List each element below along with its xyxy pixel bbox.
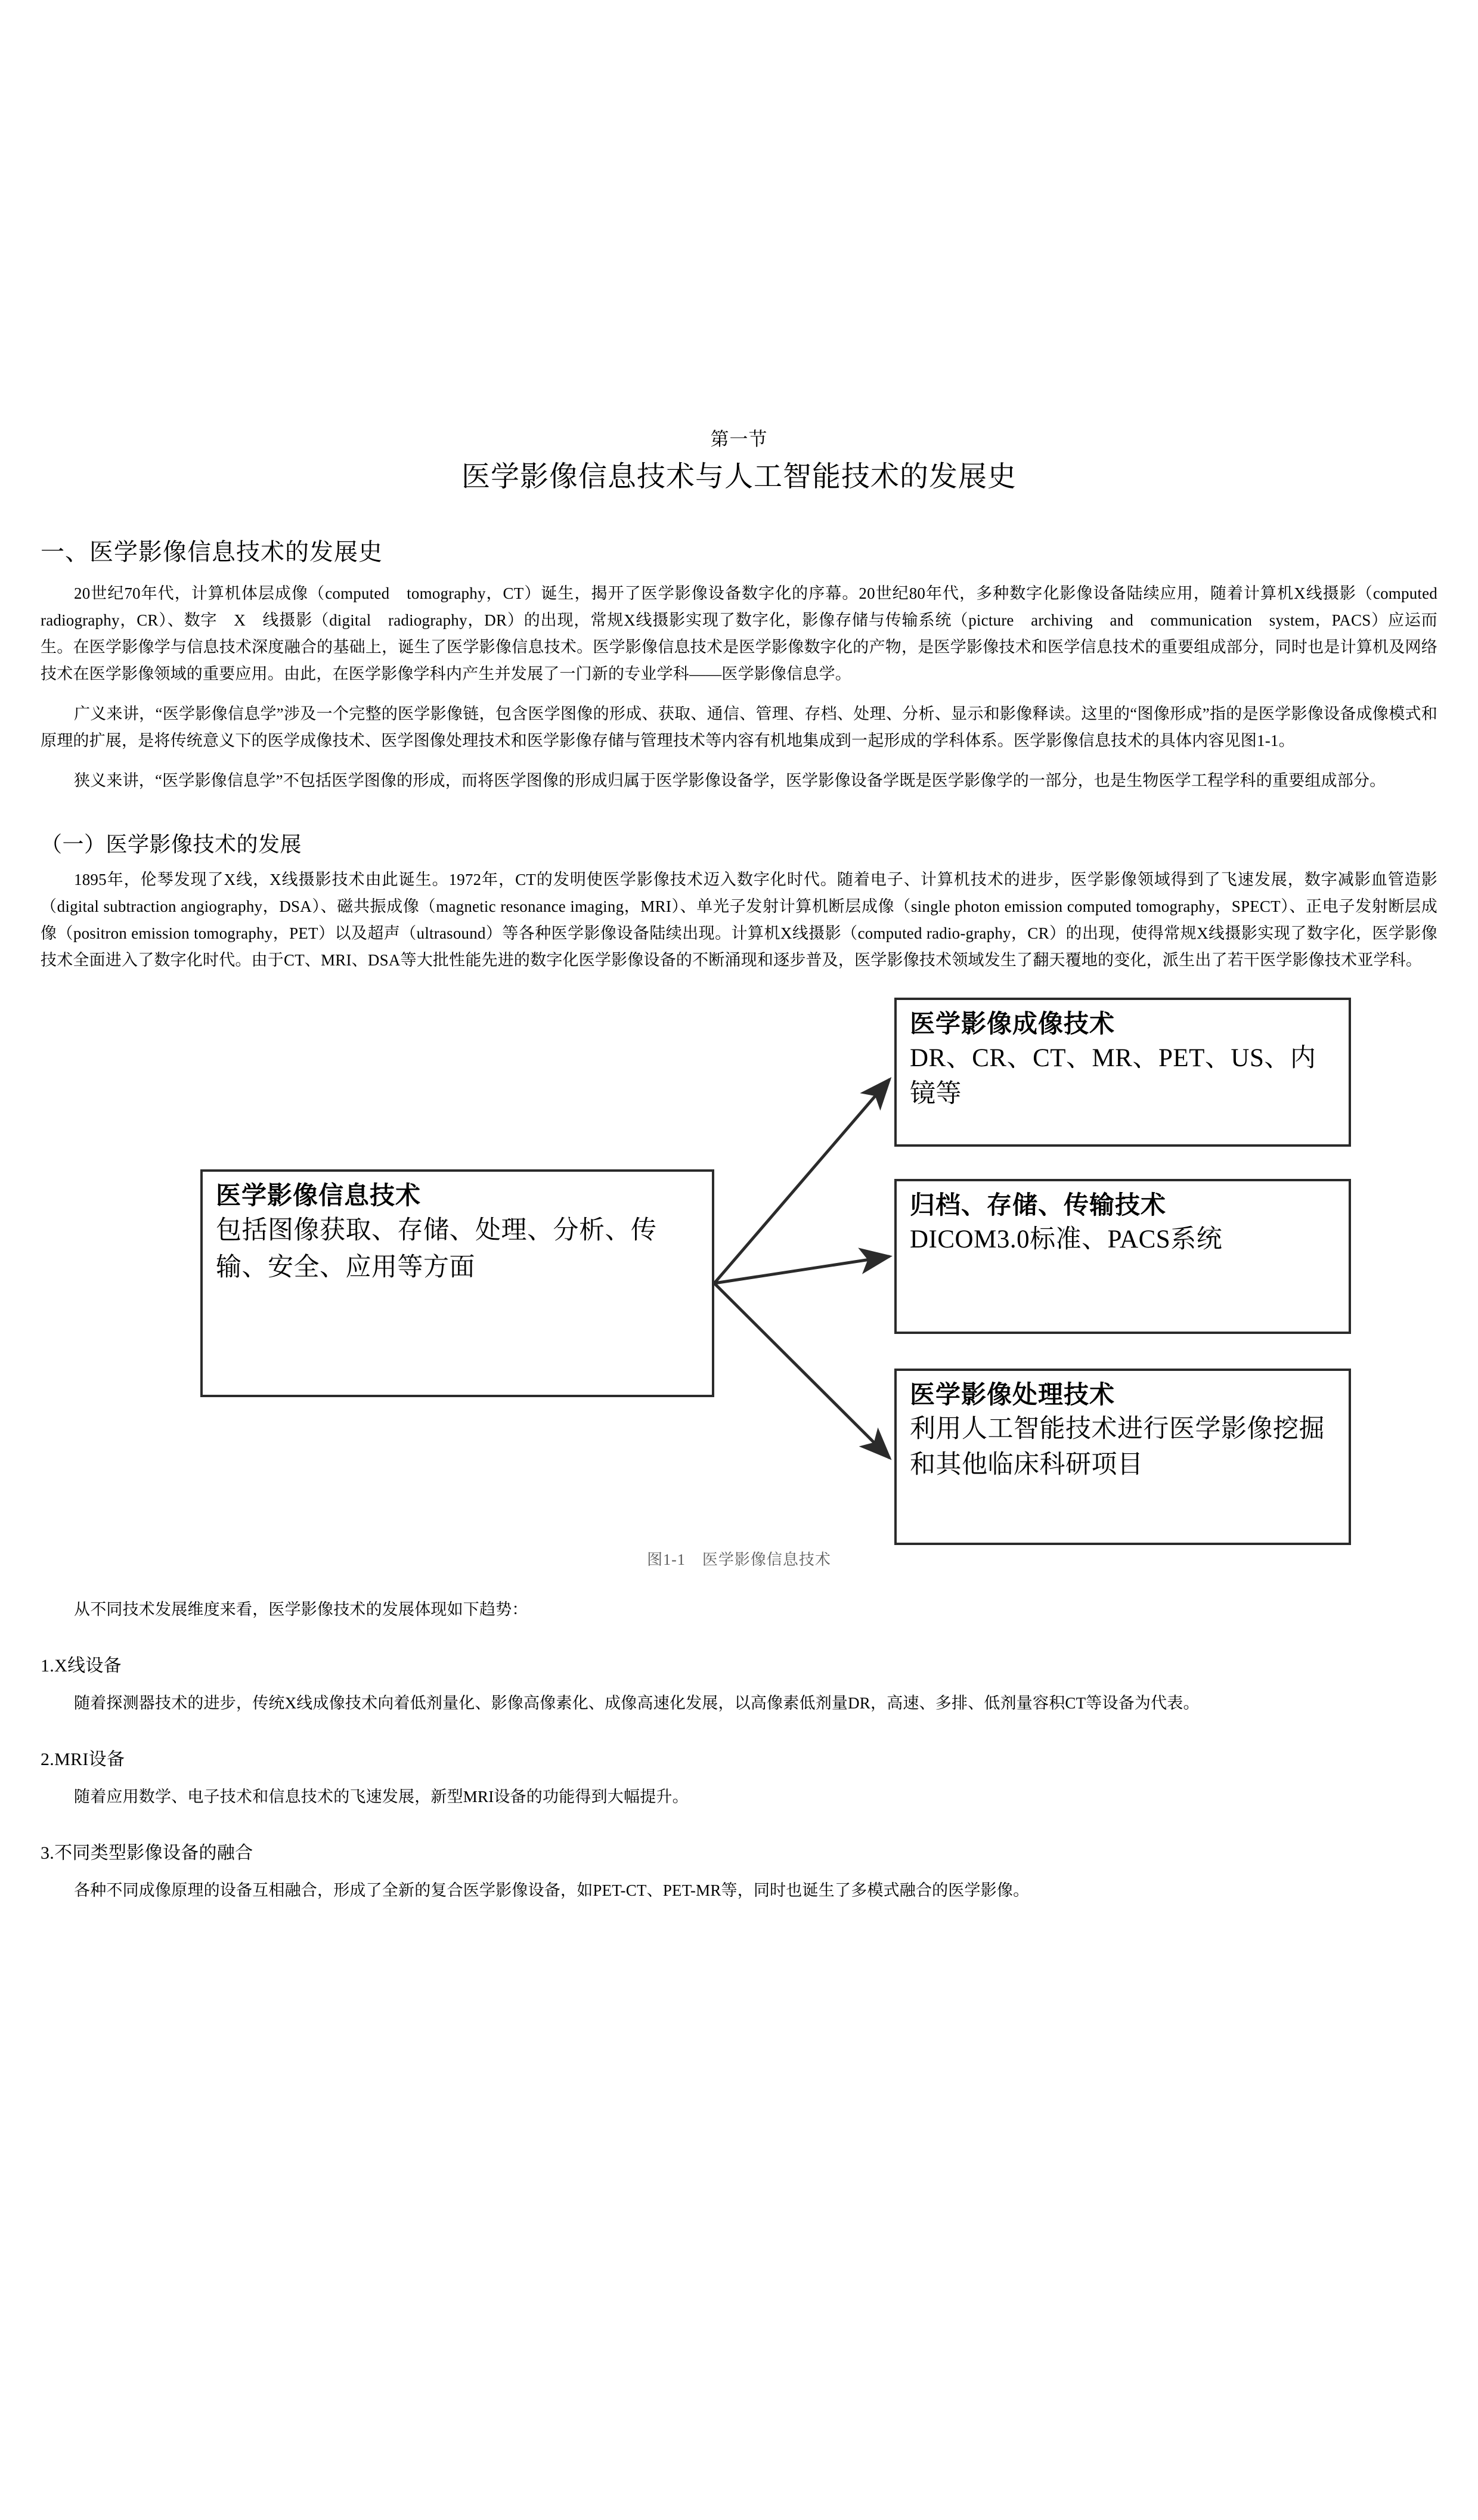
paragraph-3: 狭义来讲，“医学影像信息学”不包括医学图像的形成，而将医学图像的形成归属于医学影像设备学，医学影像设备学既是医学影像学的一部分，也是生物医学工程学科的重要组成部分。 — [74, 772, 1386, 790]
diagram-box-processing-body: 利用人工智能技术进行医学影像挖掘和其他临床科研项目 — [910, 1415, 1325, 1479]
figure-1-1 — [41, 987, 1437, 1583]
diagram-box-main-body: 包括图像获取、存储、处理、分析、传输、安全、应用等方面 — [216, 1216, 657, 1282]
title-block — [41, 428, 1437, 496]
figure-caption-text: 医学影像信息技术 — [702, 1551, 831, 1569]
heading-level-1: 一、医学影像信息技术的发展史 — [41, 538, 383, 566]
heading-item-3: 3.不同类型影像设备的融合 — [41, 1843, 253, 1863]
diagram-box-storage-body: DICOM3.0标准、PACS系统 — [910, 1225, 1223, 1254]
diagram-box-storage-title: 归档、存储、传输技术 — [910, 1191, 1167, 1219]
diagram-canvas — [41, 987, 1437, 1569]
diagram-box-processing-title: 医学影像处理技术 — [910, 1380, 1116, 1409]
figure-caption-number: 图1-1 — [647, 1551, 686, 1569]
paragraph-8: 各种不同成像原理的设备互相融合，形成了全新的复合医学影像设备，如PET-CT、PET-MR等，同时也诞生了多模式融合的医学影像。 — [74, 1881, 1030, 1900]
diagram-box-processing — [894, 1369, 1351, 1545]
heading-item-2: 2.MRI设备 — [41, 1750, 125, 1770]
paragraph-1: 20世纪70年代，计算机体层成像（computed tomography，CT）诞生，揭开了医学影像设备数字化的序幕。20世纪80年代，多种数字化影像设备陆续应用，随着计算机X线摄影（computed radiography，CR）、数字 X 线摄影（digital radiography，DR）的出现，常规X线摄影实现了数字化，影像存储与传输系统（picture archiving and communication system，PACS）应运而生。在医学影像学与信息技术深度融合的基础上，诞生了医学影像信息技术。医学影像信息技术是医学影像数字化的产物，是医学影像技术和医学信息技术的重要组成部分，同时也是计算机及网络技术在医学影像领域的重要应用。由此，在医学影像学科内产生并发展了一门新的专业学科——医学影像信息学。 — [41, 584, 1454, 683]
diagram-box-main-title: 医学影像信息技术 — [216, 1181, 422, 1210]
paragraph-2: 广义来讲，“医学影像信息学”涉及一个完整的医学影像链，包含医学图像的形成、获取、通信、管理、存档、处理、分析、显示和影像释读。这里的“图像形成”指的是医学影像设备成像模式和原理的扩展，是将传统意义下的医学成像技术、医学图像处理技术和医学影像存储与管理技术等内容有机地集成到一起形成的学科体系。医学影像信息技术的具体内容见图1-1。 — [41, 705, 1437, 750]
page-title: 医学影像信息技术与人工智能技术的发展史 — [461, 460, 1017, 493]
heading-level-2: （一）医学影像技术的发展 — [41, 832, 302, 857]
paragraph-4: 1895年，伦琴发现了X线，X线摄影技术由此诞生。1972年，CT的发明使医学影像技术迈入数字化时代。随着电子、计算机技术的进步，医学影像领域得到了飞速发展，数字减影血管造影（digital subtraction angiography，DSA）、磁共振成像（magnetic resonance imaging，MRI）、单光子发射计算机断层成像（single photon emission computed tomography，SPECT）、正电子发射断层成像（positron emission tomography，PET）以及超声（ultrasound）等各种医学影像设备陆续出现。计算机X线摄影（computed radio-graphy，CR）的出现，使得常规X线摄影实现了数字化，医学影像技术全面进入了数字化时代。由于CT、MRI、DSA等大批性能先进的数字化医学影像设备的不断涌现和逐步普及，医学影像技术领域发生了翻天覆地的变化，派生出了若干医学影像技术亚学科。 — [41, 871, 1437, 970]
heading-item-1: 1.X线设备 — [41, 1656, 122, 1676]
document-page — [0, 428, 1478, 2520]
diagram-box-imaging-body: DR、CR、CT、MR、PET、US、内镜等 — [910, 1044, 1316, 1109]
figure-caption — [41, 1547, 1437, 1569]
paragraph-6: 随着探测器技术的进步，传统X线成像技术向着低剂量化、影像高像素化、成像高速化发展，以高像素低剂量DR，高速、多排、低剂量容积CT等设备为代表。 — [74, 1694, 1200, 1713]
diagram-box-imaging-title: 医学影像成像技术 — [910, 1010, 1116, 1038]
diagram-box-main — [200, 1169, 714, 1397]
paragraph-7: 随着应用数学、电子技术和信息技术的飞速发展，新型MRI设备的功能得到大幅提升。 — [74, 1788, 689, 1806]
paragraph-5: 从不同技术发展维度来看，医学影像技术的发展体现如下趋势： — [74, 1600, 528, 1619]
diagram-box-storage — [894, 1179, 1351, 1334]
diagram-box-imaging — [894, 998, 1351, 1147]
section-label: 第一节 — [710, 429, 768, 450]
